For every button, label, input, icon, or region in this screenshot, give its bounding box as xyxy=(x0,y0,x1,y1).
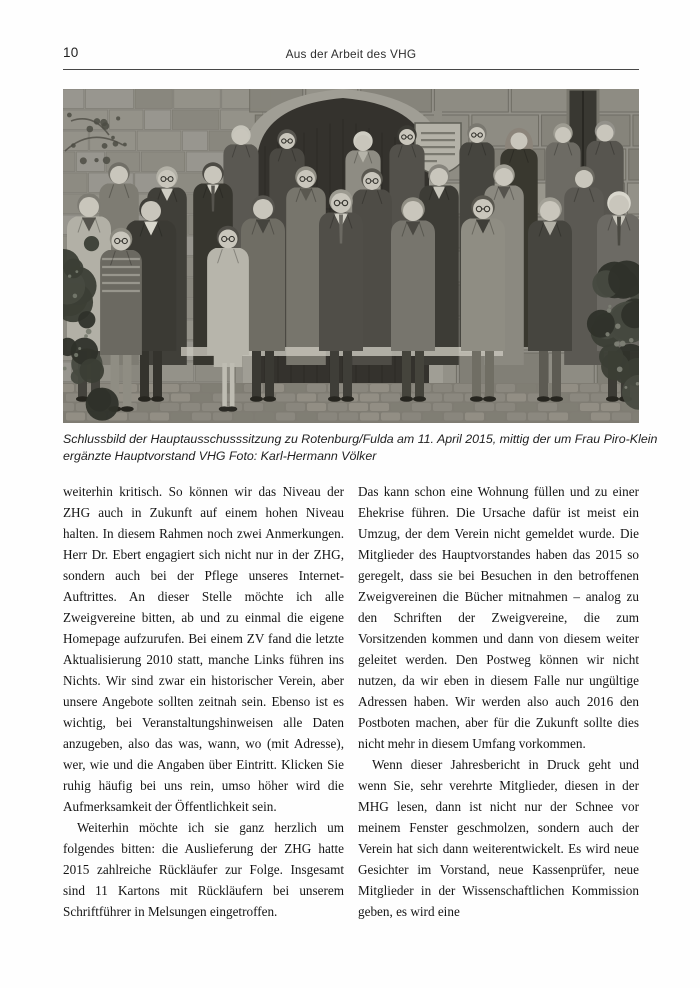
caption-line-1: Schlussbild der Hauptausschusssitzung zu Rotenburg/Fulda am 11. April 2015, mittig der um Frau Piro-Klein xyxy=(63,432,658,446)
group-photo xyxy=(63,89,639,423)
paragraph: weiterhin kritisch. So können wir das Niveau der ZHG auch in Zukunft auf einem hohen Niveau halten. In diesem Rahmen noch zwei Anmerkungen. Herr Dr. Ebert engagiert sich nicht nur in der ZHG, sondern auch bei der Pflege unseres Internet-Auftrittes. An dieser Stelle möchte ich alle Zweigvereine bitten, ab und zu einmal die eigene Homepage aufzurufen. Bei einem ZV fand die letzte Aktualisierung 2010 statt, manche Links führen ins Nichts. Wir sind zwar ein historischer Verein, aber unsere Angebote sollten zeitnah sein. Ebenso ist es wichtig, bei Veranstaltungshinweisen alle Daten anzugeben, also das was, wann, wo (mit Adresse), wer, wie und die Angaben über Eintritt. Klicken Sie ruhig häufig bei uns rein, umso höher wird die Aufmerksamkeit der Öffentlichkeit sein. xyxy=(63,484,344,814)
page-content xyxy=(63,0,658,988)
photo-caption xyxy=(63,431,658,465)
group-photo-illustration xyxy=(63,89,639,423)
running-header-title: Aus der Arbeit des VHG xyxy=(285,47,417,61)
article-body xyxy=(63,481,639,922)
paragraph: Weiterhin möchte ich sie ganz herzlich um folgendes bitten: die Auslieferung der ZHG hatte 2015 zahlreiche Rückläufer zur Folge. Insgesamt sind 11 Kartons mit Rückläufern bei unserem Schriftführer in Melsungen eingetroffen. xyxy=(63,820,344,919)
header-rule xyxy=(63,69,639,70)
page-number: 10 xyxy=(63,45,79,60)
article-column-left xyxy=(63,481,344,922)
article-column-right xyxy=(358,481,639,922)
paragraph: Wenn dieser Jahresbericht in Druck geht und wenn Sie, sehr verehrte Mitglieder, diesen in der MHG lesen, dann ist nicht nur der Schnee vor meinem Fenster geschmolzen, sondern auch der Verein hat sich dann weiterentwickelt. Es wird neue Gesichter im Vorstand, neue Kassenprüfer, neue Mitglieder in der Wissenschaftlichen Kommission geben, es wird eine xyxy=(358,757,639,919)
page-header xyxy=(63,45,639,63)
paragraph: Das kann schon eine Wohnung füllen und zu einer Ehekrise führen. Die Ursache dafür ist meist ein Umzug, der dem Verein nicht gemeldet wurde. Die Mitglieder des Hauptvorstandes haben das 2015 so geregelt, dass sie bei Besuchen in den betroffenen Zweigvereinen die Bücher mitnahmen – analog zu den Schriften der Zweigvereine, die zum Vorsitzenden kommen und dann von diesem weiter geleitet werden. Den Postweg können wir nicht nutzen, da wir eben in diesem Falle nur ungültige Adressen haben. Wir werden also auch 2016 den Postboten machen, aber für die Zukunft sollte dies nicht mehr in diesem Umfang vorkommen. xyxy=(358,484,639,751)
caption-line-2: ergänzte Hauptvorstand VHG Foto: Karl-Hermann Völker xyxy=(63,449,377,463)
